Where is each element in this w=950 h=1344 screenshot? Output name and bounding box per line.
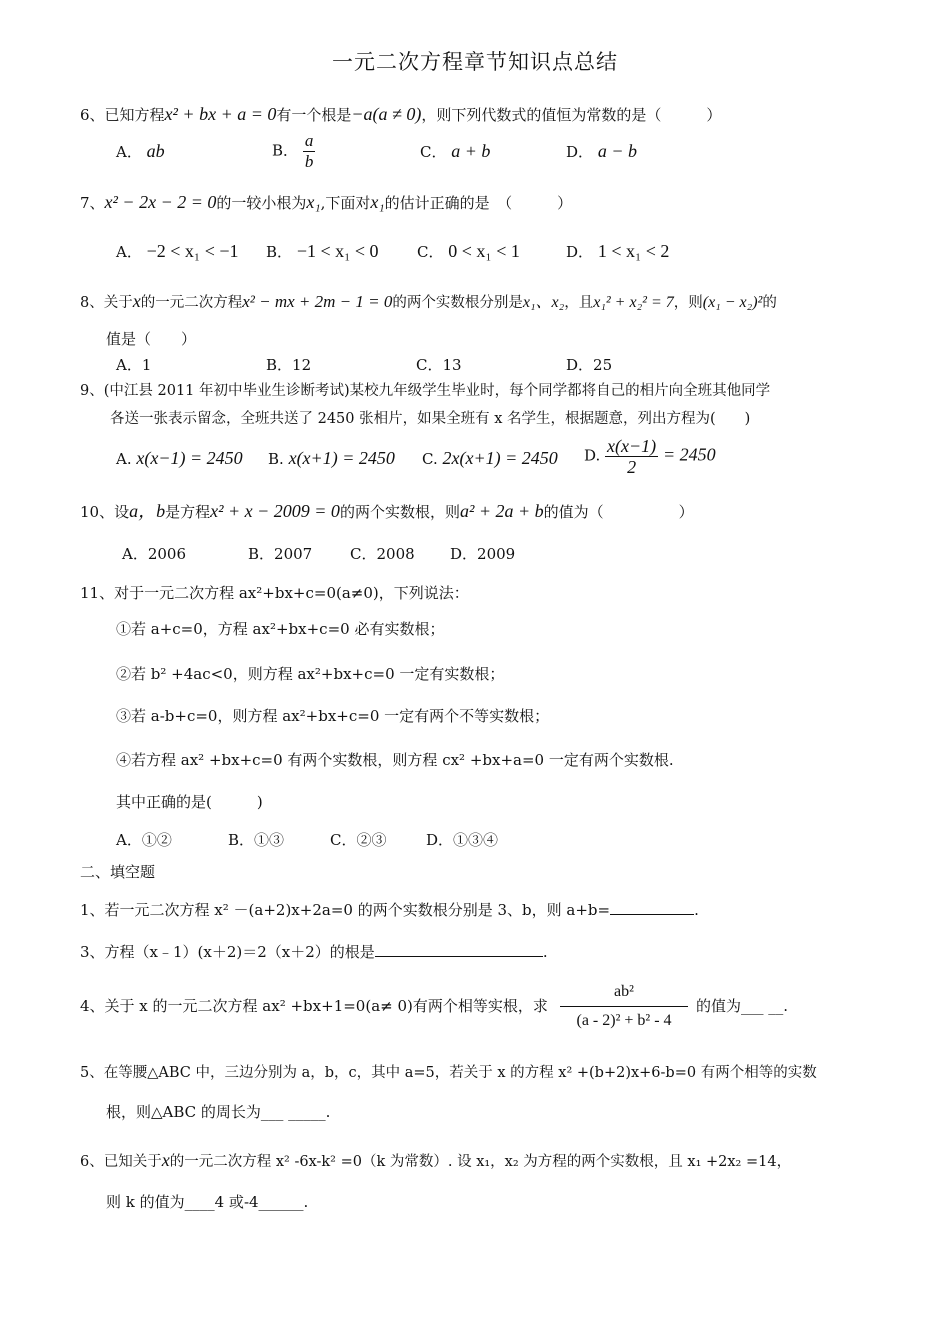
q6-root: −a(a ≠ 0) [351,104,422,124]
q6-mid: 有一个根是 [276,106,352,124]
q11-ask: 其中正确的是( ) [116,793,263,811]
q6-option-d: D． a − b [566,141,637,161]
q11-option-d: D．①③④ [426,831,499,849]
q9-stem-line2: 各送一张表示留念，全班共送了 2450 张相片，如果全班有 x 名学生，根据题意，列出方程为( ) [110,411,751,427]
fill-6-line2: 则 k 的值为____4 或-4______. [106,1193,309,1211]
q8-option-c: C．13 [416,356,462,374]
q9-option-b: B. x(x+1) = 2450 [268,448,395,468]
q7-option-a: A． −2 < x₁ < −1 [116,241,239,261]
q7-stem: 7、x² − 2x − 2 = 0的一较小根为x₁,下面对x₁的估计正确的是 （ ） [80,192,573,212]
q8-option-d: D．25 [566,356,613,374]
q10-option-c: C．2008 [350,545,415,563]
q6-stem [80,104,721,125]
q7-option-c: C． 0 < x₁ < 1 [417,241,520,261]
q9-option-d: D. $\frac{x(x-1)}{2}$ = 2450 [584,436,716,477]
section-heading-fill-in: 二、填空题 [80,863,156,881]
q11-option-c: C．②③ [330,831,387,849]
q7-option-d: D． 1 < x₁ < 2 [566,241,670,261]
q11-statement-2: ②若 b² +4ac<0，则方程 ax²+bx+c=0 一定有实数根； [116,665,505,683]
q9-option-a: A. x(x−1) = 2450 [116,448,243,468]
q6-equation: x² + bx + a = 0 [164,104,277,124]
q11-option-a: A．①② [116,831,172,849]
q11-statement-3: ③若 a-b+c=0，则方程 ax²+bx+c=0 一定有两个不等实数根； [116,707,550,725]
q11-statement-4: ④若方程 ax² +bx+c=0 有两个实数根，则方程 cx² +bx+a=0 一定有两个实数根. [116,751,674,769]
q8-stem: 8、关于x的一元二次方程x² − mx + 2m − 1 = 0的两个实数根分别是x₁、x₂，且x₁² + x₂² = 7，则(x₁ − x₂)²的 [80,291,777,311]
q9-fraction: $\frac{x(x-1)}{2}$ [607,436,657,477]
q9-stem-line1: 9、(中江县 2011 年初中毕业生诊断考试)某校九年级学生毕业时，每个同学都将自己的相片向全班其他同学 [80,383,771,399]
q11-option-b: B．①③ [228,831,285,849]
q8-option-a: A．1 [116,356,152,374]
fill-5-line1: 5、在等腰△ABC 中，三边分别为 a，b，c，其中 a=5，若关于 x 的方程 x² +(b+2)x+6-b=0 有两个相等的实数 [80,1065,817,1081]
fill-4-tail: 的值为___ __. [696,997,789,1015]
fill-5-line2: 根，则△ABC 的周长为___ _____. [106,1103,331,1121]
q10-option-d: D．2009 [450,545,516,563]
q10-option-a: A．2006 [122,545,187,563]
q11-stem: 11、对于一元二次方程 ax²+bx+c=0(a≠0)，下列说法： [80,584,469,602]
q6-option-b: B． $\frac{a}{b}$ [272,131,314,171]
q8-option-b: B．12 [266,356,312,374]
fill-3-blank[interactable] [375,942,543,957]
q10-stem: 10、设a，b是方程x² + x − 2009 = 0的两个实数根，则a² + 2a + b的值为（ ） [80,501,694,521]
fill-1: 1、若一元二次方程 x² －(a+2)x+2a=0 的两个实数根分别是 3、b，则 a+b= . [80,901,699,919]
q10-option-b: B．2007 [248,545,313,563]
q6-tail: ，则下列代数式的值恒为常数的是（ ） [421,106,722,124]
q7-option-b: B． −1 < x₁ < 0 [266,241,379,261]
q9-option-c: C. 2x(x+1) = 2450 [422,448,558,468]
q6-fraction: $\frac{a}{b}$ [304,131,314,171]
q8-stem-line2: 值是（ ） [106,330,197,348]
fill-1-blank[interactable] [610,900,694,915]
q11-statement-1: ①若 a+c=0，方程 ax²+bx+c=0 必有实数根； [116,620,445,638]
fill-3: 3、方程（x﹣1）(x＋2)＝2（x＋2）的根是 . [80,943,548,961]
page-title: 一元二次方程章节知识点总结 [332,50,618,74]
fill-6-line1: 6、已知关于x的一元二次方程 x² -6x-k² =0（k 为常数）. 设 x₁，x₂ 为方程的两个实数根，且 x₁ +2x₂ =14， [80,1150,792,1170]
q7-equation: x² − 2x − 2 = 0 [104,192,217,212]
fill-4: 4、关于 x 的一元二次方程 ax² +bx+1=0(a≠ 0)有两个相等实根，求 [80,997,548,1015]
q6-option-c: C． a + b [420,141,491,161]
q6-option-a: A． ab [116,141,165,161]
fill-4-fraction: $\frac{\text{ab²}}{\text{(a - 2)² + b² - 4}}$ [560,982,688,1031]
q6-number: 6、已知方程 [80,106,165,124]
